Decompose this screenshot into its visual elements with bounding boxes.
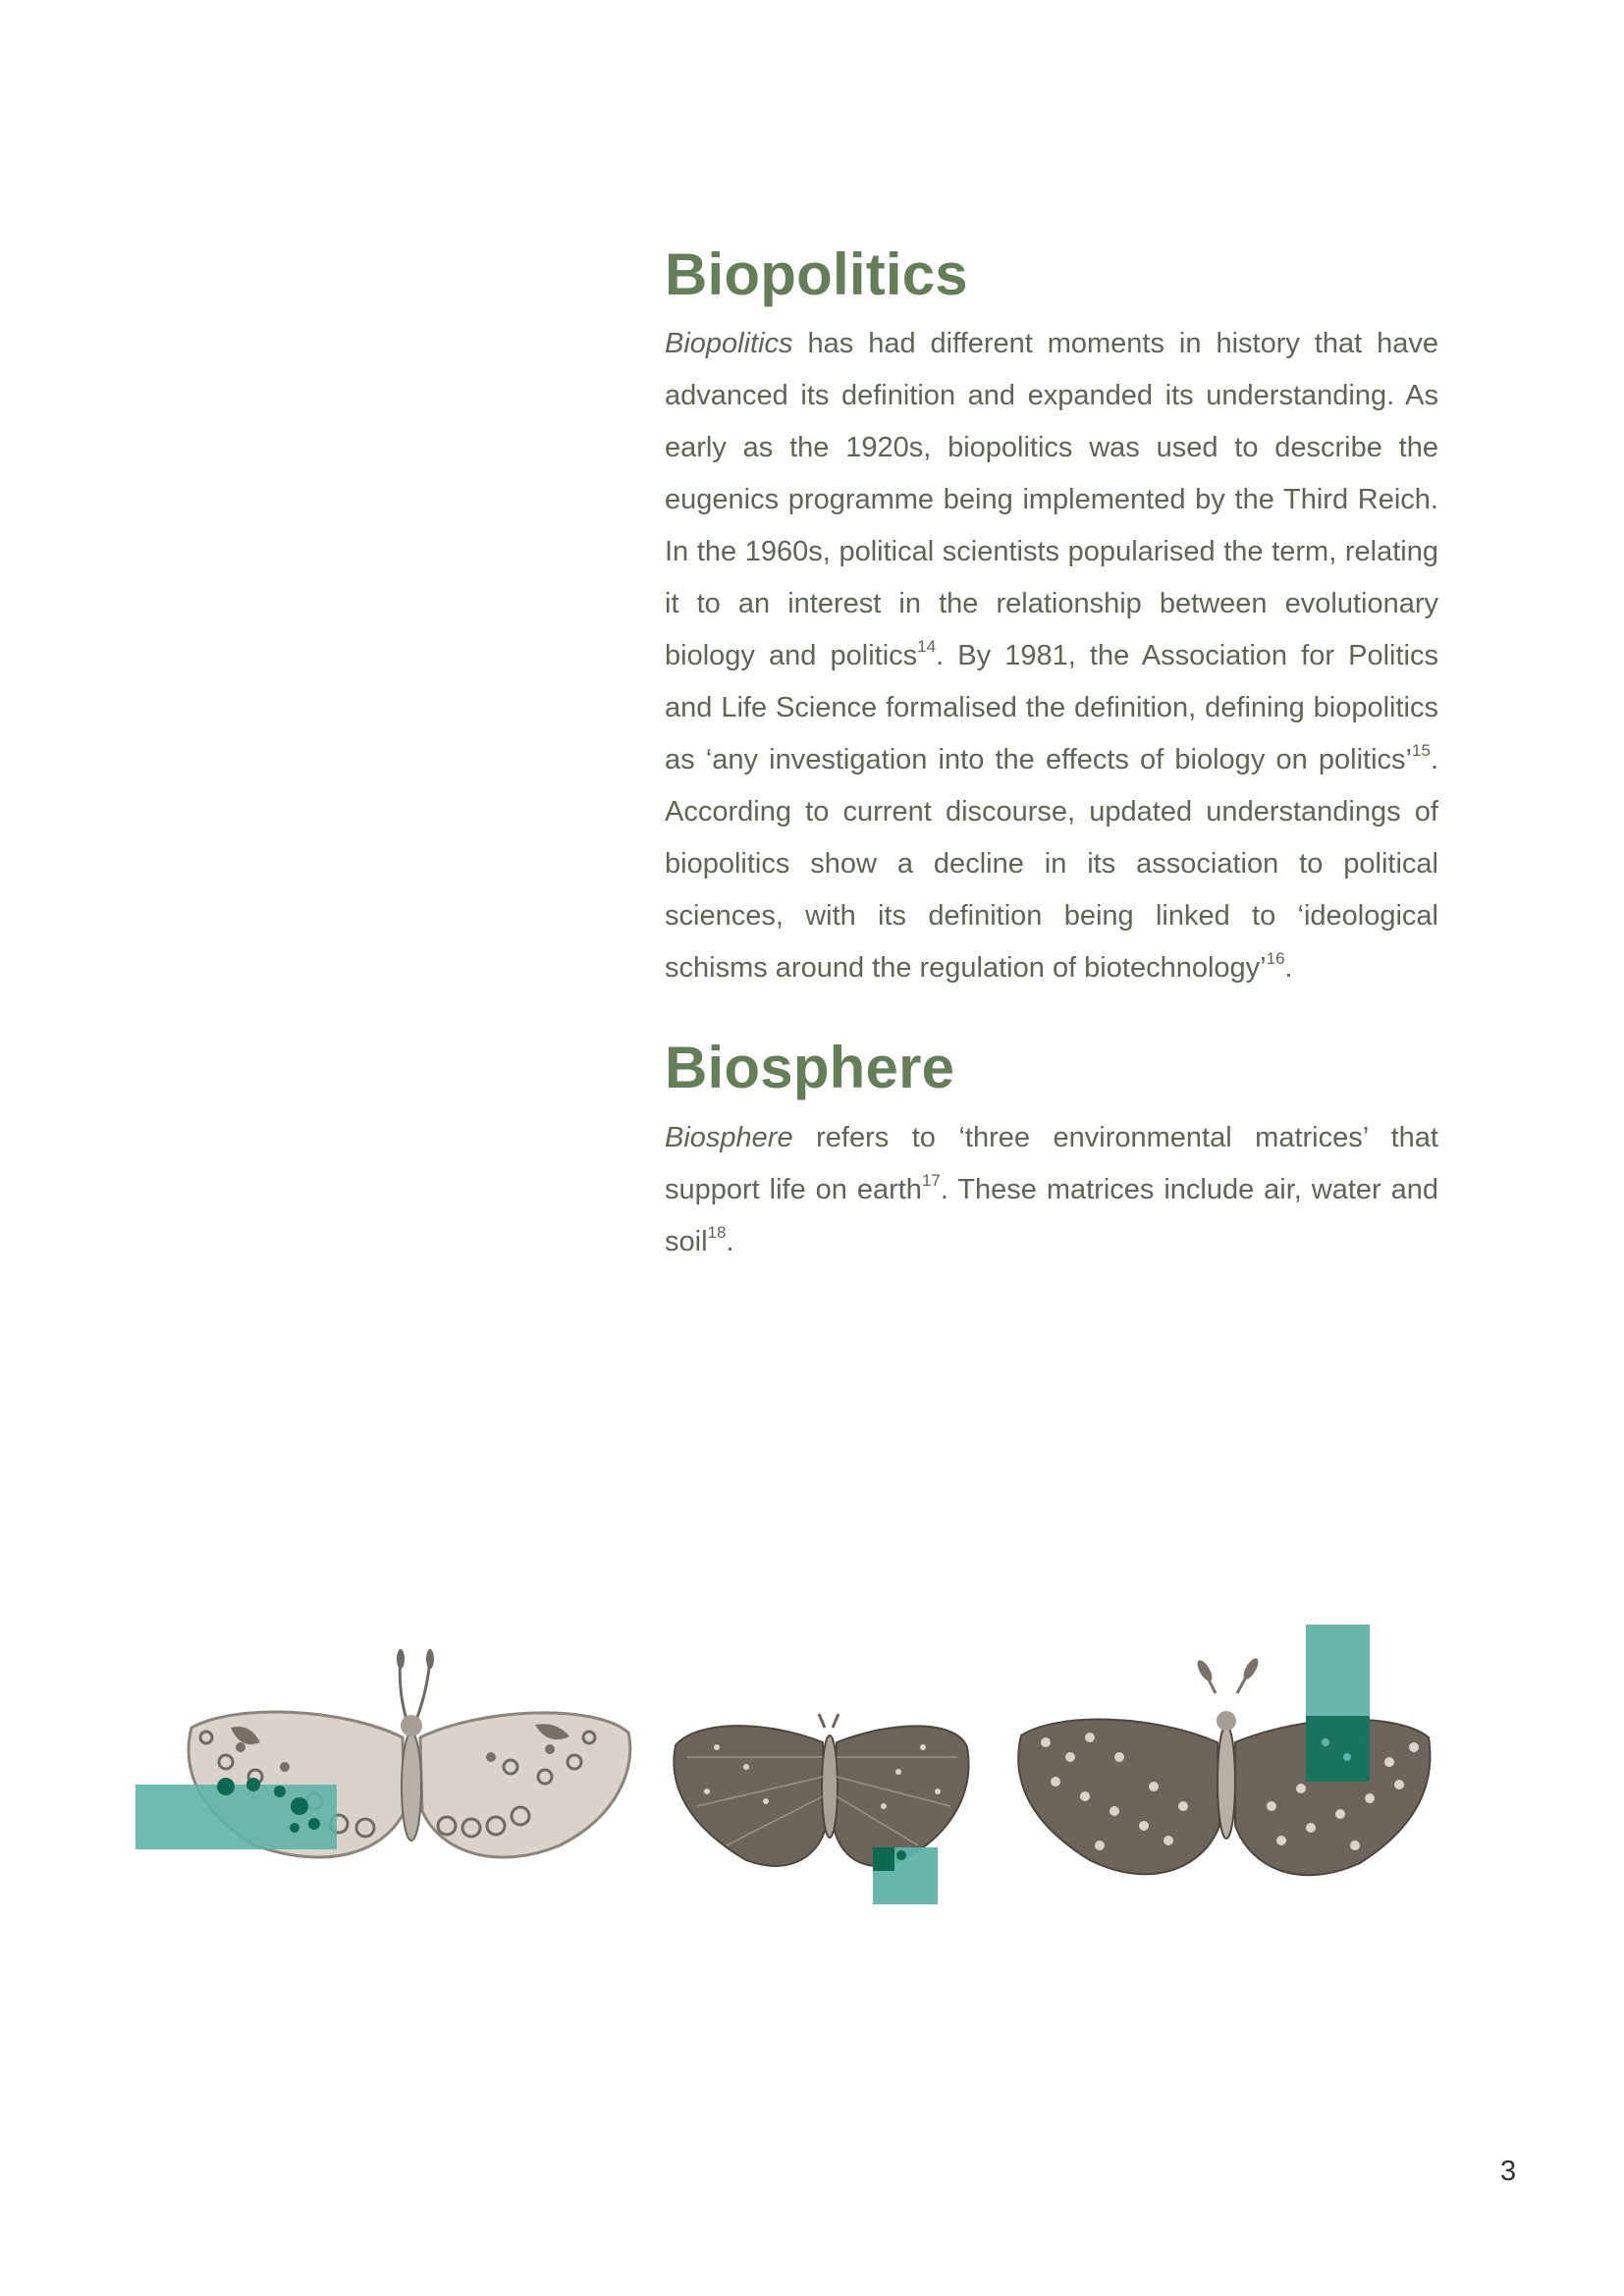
biopolitics-text-3: . According to current discourse, updated understandings of biopolitics show a decline in its association to political sciences, with its definition being linked to ‘ideological schisms around the regulation of biotechnology’ — [665, 744, 1438, 984]
footnote-ref-17: 17 — [921, 1171, 941, 1190]
spotted-butterfly-icon — [1018, 1625, 1430, 1875]
biopolitics-text-4: . — [1284, 952, 1293, 984]
biopolitics-term: Biopolitics — [665, 328, 793, 359]
biosphere-text-2: . These matrices include air, water and soil — [665, 1174, 1438, 1257]
footnote-ref-15: 15 — [1412, 741, 1431, 760]
biosphere-text-3: . — [726, 1226, 734, 1257]
footnote-ref-14: 14 — [917, 637, 937, 656]
biosphere-heading: Biosphere — [665, 1035, 955, 1100]
biosphere-text-1: refers to ‘three environmental matrices’ that support life on earth — [665, 1122, 1438, 1205]
footnote-ref-18: 18 — [707, 1223, 727, 1242]
pale-butterfly-icon — [135, 1649, 630, 1857]
biopolitics-text-2: . By 1981, the Association for Politics and Life Science formalised the definition, defining biopolitics as ‘any investigation into the effects of biology on politics’ — [665, 640, 1438, 775]
biopolitics-text-1: has had different moments in history that have advanced its definition and expanded its understanding. As early as the 1920s, biopolitics was used to describe the eugenics programme being implemented by the Third Reich. In the 1960s, political scientists popularised the term, relating it to an interest in the relationship between evolutionary biology and politics — [665, 328, 1438, 671]
dark-butterfly-icon — [674, 1714, 968, 1904]
biopolitics-heading: Biopolitics — [665, 241, 968, 307]
biosphere-term: Biosphere — [665, 1122, 793, 1153]
page-number: 3 — [1500, 2156, 1517, 2187]
footnote-ref-16: 16 — [1266, 949, 1285, 968]
